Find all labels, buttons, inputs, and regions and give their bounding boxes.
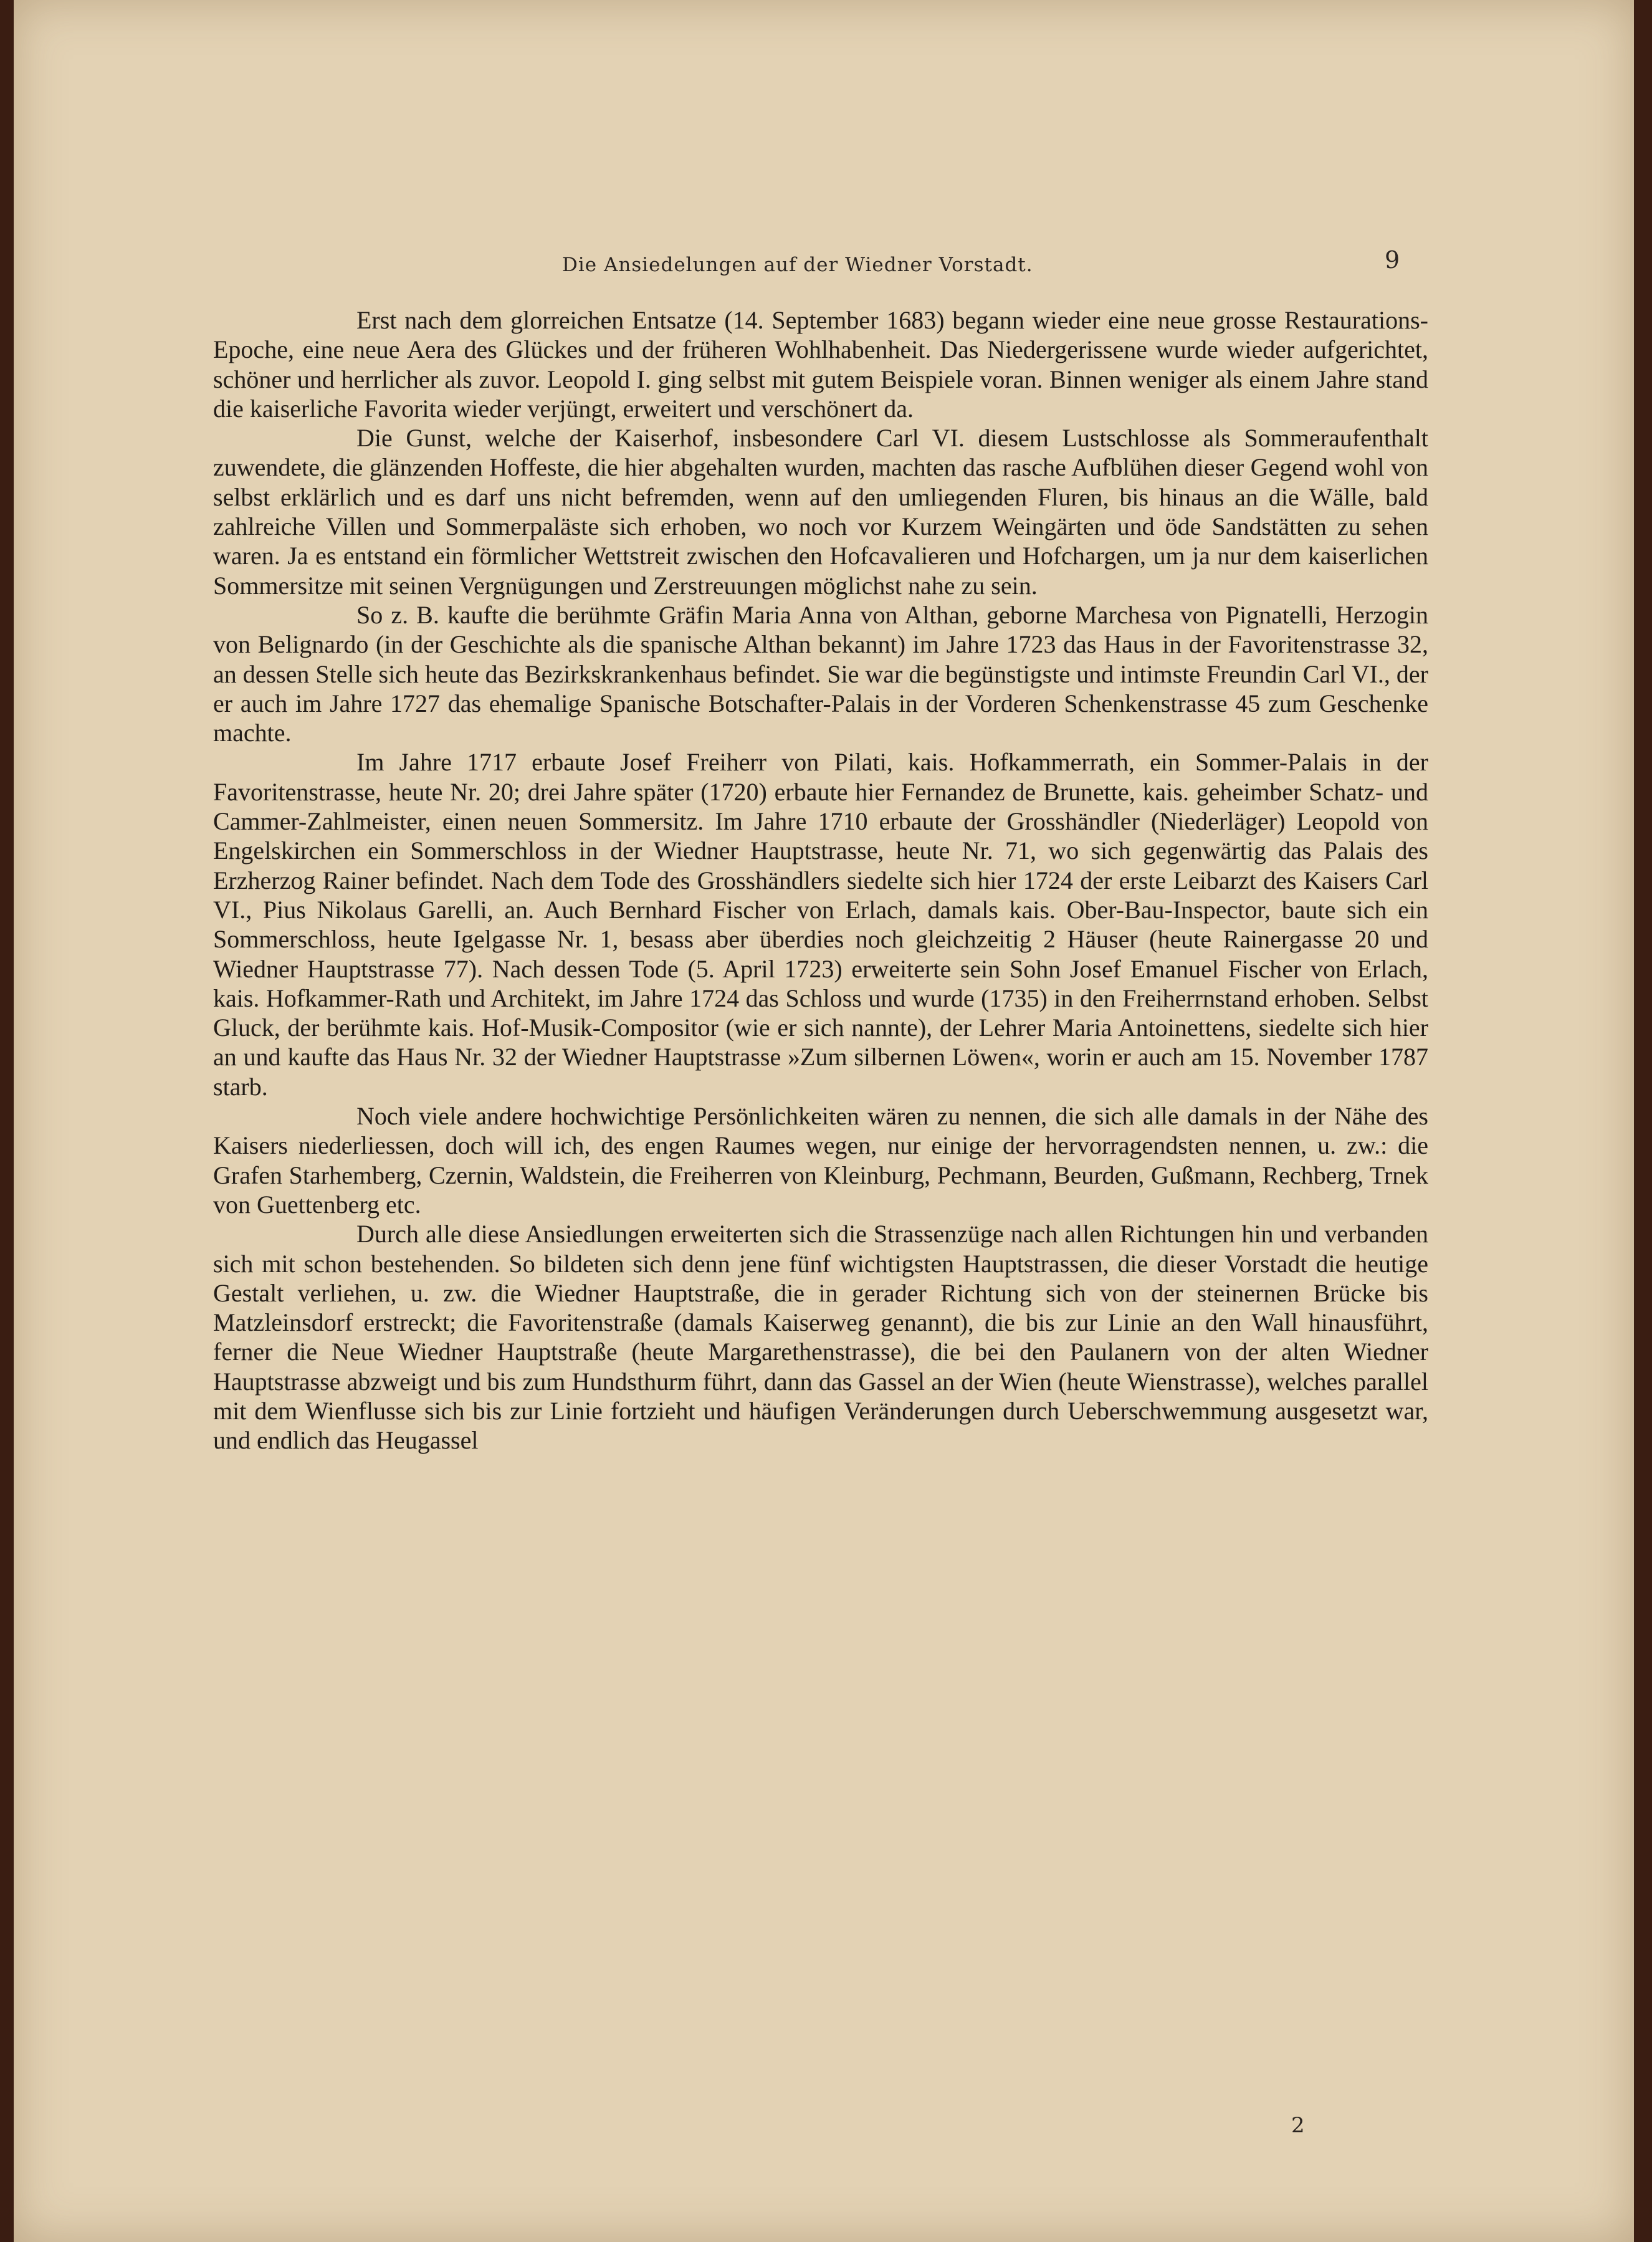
- body-text: [213, 305, 1428, 2150]
- page: [14, 0, 1634, 2242]
- paragraph: So z. B. kaufte die berühmte Gräfin Maria Anna von Althan, geborne Marchesa von Pignatelli, Herzogin von Belignardo (in der Geschichte als die spanische Althan bekannt) im Jahre 1723 das Haus in der Favoritenstrasse 32, an dessen Stelle sich heute das Bezirkskrankenhaus befindet. Sie war die begünstigste und intimste Freundin Carl VI., der er auch im Jahre 1727 das ehemalige Spanische Botschafter-Palais in der Vorderen Schenkenstrasse 45 zum Geschenke machte.: [213, 600, 1428, 747]
- signature-mark: 2: [1291, 2113, 1305, 2138]
- paragraph: Die Gunst, welche der Kaiserhof, insbesondere Carl VI. diesem Lustschlosse als Sommeraufenthalt zuwendete, die glänzenden Hoffeste, die hier abgehalten wurden, machten das rasche Aufblühen dieser Gegend wohl von selbst erklärlich und es darf uns nicht befremden, wenn auf den umliegenden Fluren, bis hinaus an die Wälle, bald zahlreiche Villen und Sommerpaläste sich erhoben, wo noch vor Kurzem Weingärten und öde Sandstätten zu sehen waren. Ja es entstand ein förmlicher Wettstreit zwischen den Hofcavalieren und Hofchargen, um ja nur dem kaiserlichen Sommersitze mit seinen Vergnügungen und Zerstreuungen möglichst nahe zu sein.: [213, 424, 1428, 600]
- paragraph: Im Jahre 1717 erbaute Josef Freiherr von Pilati, kais. Hofkammerrath, ein Sommer-Palais in der Favoritenstrasse, heute Nr. 20; drei Jahre später (1720) erbaute hier Fernandez de Brunette, kais. geheimber Schatz- und Cammer-Zahlmeister, einen neuen Sommersitz. Im Jahre 1710 erbaute der Grosshändler (Niederläger) Leopold von Engelskirchen ein Sommerschloss in der Wiedner Hauptstrasse, heute Nr. 71, wo sich gegenwärtig das Palais des Erzherzog Rainer befindet. Nach dem Tode des Grosshändlers siedelte sich hier 1724 der erste Leibarzt des Kaisers Carl VI., Pius Nikolaus Garelli, an. Auch Bernhard Fischer von Erlach, damals kais. Ober-Bau-Inspector, baute sich ein Sommerschloss, heute Igelgasse Nr. 1, besass aber überdies noch gleichzeitig 2 Häuser (heute Rainergasse 20 und Wiedner Hauptstrasse 77). Nach dessen Tode (5. April 1723) erweiterte sein Sohn Josef Emanuel Fischer von Erlach, kais. Hofkammer-Rath und Architekt, im Jahre 1724 das Schloss und wurde (1735) in den Freiherrnstand erhoben. Selbst Gluck, der berühmte kais. Hof-Musik-Compositor (wie er sich nannte), der Lehrer Maria Antoinettens, siedelte sich hier an und kaufte das Haus Nr. 32 der Wiedner Hauptstrasse »Zum silbernen Löwen«, worin er auch am 15. November 1787 starb.: [213, 748, 1428, 1101]
- paragraph: Noch viele andere hochwichtige Persönlichkeiten wären zu nennen, die sich alle damals in der Nähe des Kaisers niederliessen, doch will ich, des engen Raumes wegen, nur einige der hervorragendsten nennen, u. zw.: die Grafen Starhemberg, Czernin, Waldstein, die Freiherren von Kleinburg, Pechmann, Beurden, Gußmann, Rechberg, Trnek von Guettenberg etc.: [213, 1102, 1428, 1219]
- paragraph: Durch alle diese Ansiedlungen erweiterten sich die Strassenzüge nach allen Richtungen hin und verbanden sich mit schon bestehenden. So bildeten sich denn jene fünf wichtigsten Hauptstrassen, die dieser Vorstadt die heutige Gestalt verliehen, u. zw. die Wiedner Hauptstraße, die in gerader Richtung sich von der steinernen Brücke bis Matzleinsdorf erstreckt; die Favoritenstraße (damals Kaiserweg genannt), die bis zur Linie an den Wall hinausführt, ferner die Neue Wiedner Hauptstraße (heute Margarethenstrasse), die bei den Paulanern von der alten Wiedner Hauptstrasse abzweigt und bis zum Hundsthurm führt, dann das Gassel an der Wien (heute Wienstrasse), welches parallel mit dem Wienflusse sich bis zur Linie fortzieht und häufigen Veränderungen durch Ueberschwemmung ausgesetzt war, und endlich das Heugassel: [213, 1220, 1428, 1455]
- paragraph: Erst nach dem glorreichen Entsatze (14. September 1683) begann wieder eine neue grosse Restaurations-Epoche, eine neue Aera des Glückes und der früheren Wohlhabenheit. Das Niedergerissene wurde wieder aufgerichtet, schöner und herrlicher als zuvor. Leopold I. ging selbst mit gutem Beispiele voran. Binnen weniger als einem Jahre stand die kaiserliche Favorita wieder verjüngt, erweitert und verschönert da.: [213, 306, 1428, 423]
- page-number: 9: [1385, 246, 1400, 274]
- page-header: [14, 246, 1634, 284]
- running-title: Die Ansiedelungen auf der Wiedner Vorstadt.: [562, 254, 1033, 276]
